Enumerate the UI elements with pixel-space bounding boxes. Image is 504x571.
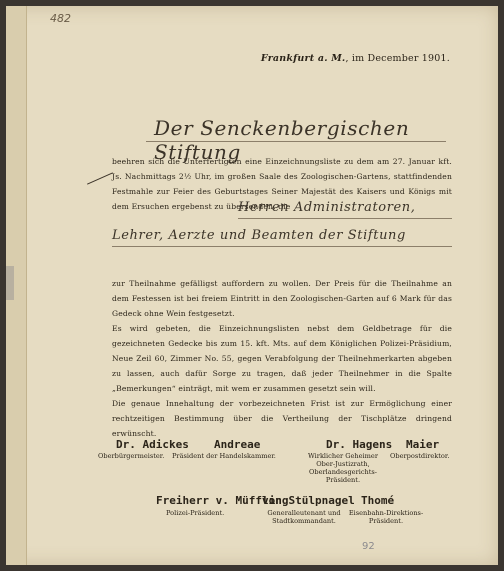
margin-stroke [87,172,113,184]
signature-thome: Thomé [361,494,395,507]
signature-adickes-role: Oberbürgermeister. [98,452,165,460]
signature-mufflin: Freiherr v. Müffling [156,494,289,507]
document-page [6,6,498,565]
dateline [261,53,450,64]
invitation-text: beehren sich die Unterfertigten eine Einzeichnungsliste zu dem am 27. Januar kft. Js. Nachmittags 2½ Uhr, im großen Saale des Zoologischen-Gartens, stattfindenden Festmahle zur Feier des Geburtstages Seiner Majestät des Kaisers und Königs mit dem Ersuchen ergebenst zu übersenden, die [112,157,452,211]
details-text-2: Es wird gebeten, die Einzeichnungslisten nebst dem Geldbetrage für die gezeichneten Gedecke bis zum 15. kft. Mts. auf dem Königlichen Polizei-Präsidium, Neue Zeil 60, Zimmer No. 55, gegen Verabfolgung der Theilnehmerkarten abgeben zu lassen, auch dafür Sorge zu tragen, daß jeder Theilnehmer in die Spalte „Bemerkungen“ einträgt, mit wem er zusammen gesetzt sein will. [112,324,452,393]
details-text-1: zur Theilnahme gefälligst auffordern zu wollen. Der Preis für die Theilnahme an dem Festessen ist bei freiem Eintritt in den Zoologischen-Garten auf 6 Mark für das Gedeck ohne Wein festgesetzt. [112,279,452,318]
signature-stuelpnagel: von Stülpnagel [262,494,355,507]
signature-andreae-role: Präsident der Handelskammer. [172,452,276,460]
signature-andreae: Andreae [214,438,261,451]
dateline-city: Frankfurt a. M. [260,53,346,64]
recipients-rule-2 [112,246,452,247]
details-paragraph [112,276,452,441]
signature-maier: Maier [406,438,440,451]
signature-mufflin-role: Polizei-Präsident. [166,509,225,517]
handwritten-recipients-line1: Herren Administratoren, [238,200,416,215]
signature-hagens-role: Wirklicher Geheimer Ober-Justizrath, Oberlandesgerichts-Präsident. [308,452,378,484]
pencil-page-number: 92 [362,541,375,552]
signature-thome-role: Eisenbahn-Direktions-Präsident. [348,509,424,525]
folio-number: 482 [50,12,71,25]
handwritten-addressee: Der Senckenbergischen Stiftung [154,116,410,164]
signature-adickes: Dr. Adickes [116,438,189,451]
details-text-3: Die genaue Innehaltung der vorbezeichneten Frist ist zur Ermöglichung einer rechtzeitigen Bestimmung über die Vertheilung der Tischplätze dringend erwünscht. [112,399,452,438]
signature-maier-role: Oberpostdirektor. [390,452,450,460]
binding-mark [6,266,14,300]
signature-hagens: Dr. Hagens [326,438,393,451]
handwritten-recipients-line2: Lehrer, Aerzte und Beamten der Stiftung [112,228,406,243]
dateline-date: , im December 1901. [345,53,450,64]
signature-stuelpnagel-role: Generalleutenant und Stadtkommandant. [267,509,341,525]
recipients-rule-1 [238,218,452,219]
addressee-rule [146,141,446,142]
